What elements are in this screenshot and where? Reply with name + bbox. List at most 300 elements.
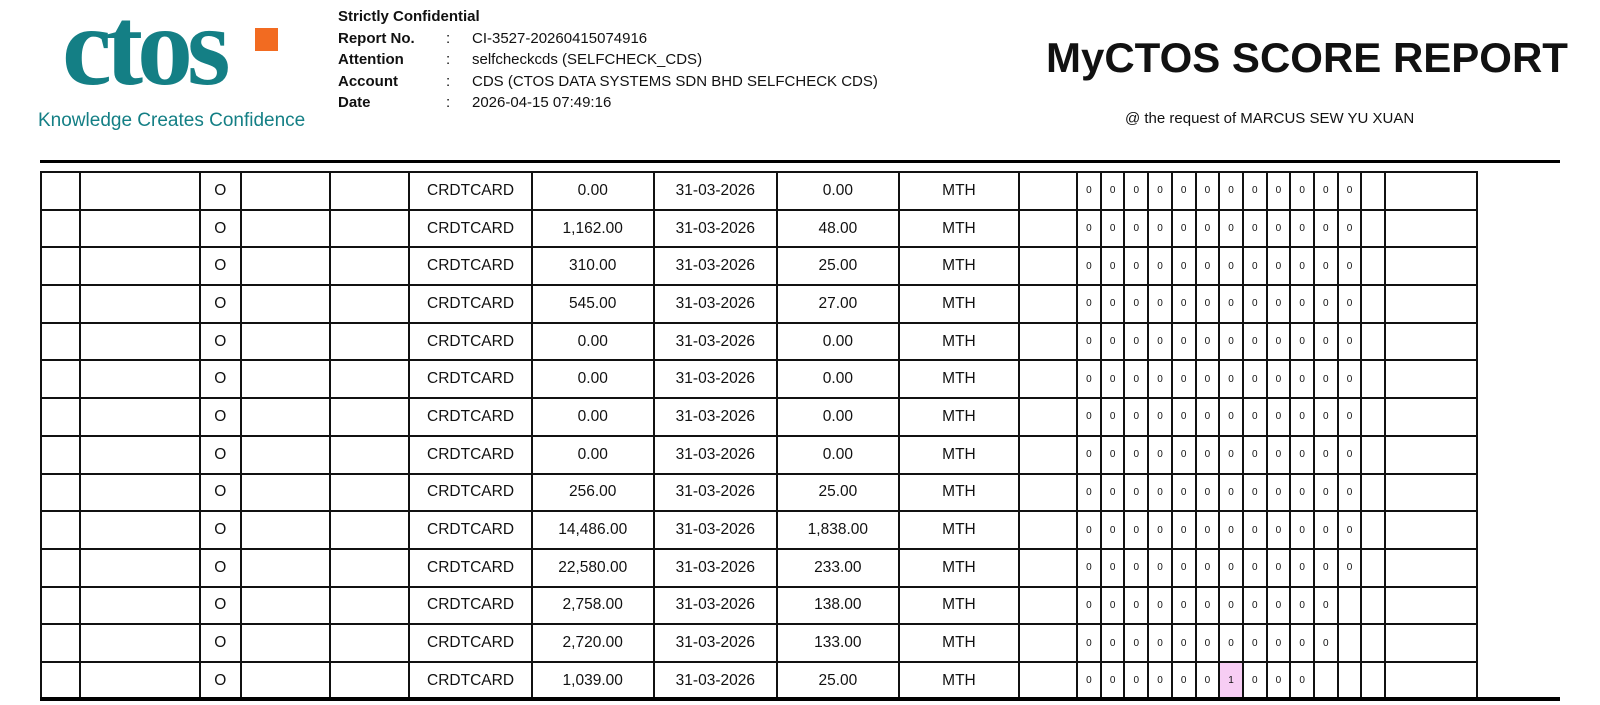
cell-blank bbox=[1361, 172, 1385, 210]
cell-month-conduct: 0 bbox=[1290, 172, 1314, 210]
cell-blank bbox=[1019, 210, 1077, 248]
cell-blank bbox=[1019, 587, 1077, 625]
cell-month-conduct: 0 bbox=[1196, 474, 1220, 512]
cell-month-conduct: 0 bbox=[1243, 247, 1267, 285]
cell-month-conduct: 0 bbox=[1124, 436, 1148, 474]
cell-frequency: MTH bbox=[899, 436, 1019, 474]
cell-status: O bbox=[200, 210, 240, 248]
cell-blank bbox=[241, 587, 330, 625]
cell-blank bbox=[1361, 587, 1385, 625]
cell-month-conduct: 0 bbox=[1148, 360, 1172, 398]
cell-month-conduct: 0 bbox=[1172, 323, 1196, 361]
cell-no bbox=[41, 624, 80, 662]
cell-facility: CRDTCARD bbox=[409, 323, 531, 361]
cell-month-conduct: 0 bbox=[1267, 624, 1291, 662]
cell-month-conduct: 0 bbox=[1290, 285, 1314, 323]
cell-month-conduct: 0 bbox=[1219, 285, 1243, 323]
cell-frequency: MTH bbox=[899, 323, 1019, 361]
cell-status: O bbox=[200, 398, 240, 436]
cell-month-conduct: 0 bbox=[1077, 587, 1101, 625]
cell-month-conduct: 0 bbox=[1243, 549, 1267, 587]
cell-month-conduct: 0 bbox=[1101, 247, 1125, 285]
cell-month-conduct: 0 bbox=[1148, 624, 1172, 662]
cell-month-conduct: 0 bbox=[1172, 247, 1196, 285]
cell-month-conduct: 0 bbox=[1243, 210, 1267, 248]
cell-blank bbox=[330, 436, 410, 474]
cell-outstanding: 2,720.00 bbox=[532, 624, 654, 662]
cell-month-conduct: 0 bbox=[1101, 662, 1125, 700]
cell-frequency: MTH bbox=[899, 172, 1019, 210]
cell-month-conduct: 0 bbox=[1290, 247, 1314, 285]
cell-month-conduct: 0 bbox=[1077, 210, 1101, 248]
cell-month-conduct: 1 bbox=[1219, 662, 1243, 700]
cell-month-conduct: 0 bbox=[1219, 549, 1243, 587]
cell-date: 31-03-2026 bbox=[654, 210, 777, 248]
meta-label: Report No. bbox=[338, 29, 415, 47]
meta-value: 2026-04-15 07:49:16 bbox=[472, 94, 612, 111]
cell-status: O bbox=[200, 549, 240, 587]
cell-month-conduct: 0 bbox=[1172, 285, 1196, 323]
cell-no bbox=[41, 210, 80, 248]
cell-month-conduct: 0 bbox=[1338, 398, 1362, 436]
cell-no bbox=[41, 172, 80, 210]
cell-month-conduct: 0 bbox=[1267, 436, 1291, 474]
cell-date: 31-03-2026 bbox=[654, 662, 777, 700]
cell-month-conduct: 0 bbox=[1148, 511, 1172, 549]
cell-month-conduct: 0 bbox=[1124, 172, 1148, 210]
cell-installment: 27.00 bbox=[777, 285, 899, 323]
cell-month-conduct: 0 bbox=[1172, 172, 1196, 210]
cell-status: O bbox=[200, 247, 240, 285]
cell-month-conduct: 0 bbox=[1124, 247, 1148, 285]
cell-blank bbox=[80, 398, 200, 436]
cell-month-conduct bbox=[1338, 662, 1362, 700]
cell-month-conduct: 0 bbox=[1314, 398, 1338, 436]
cell-month-conduct: 0 bbox=[1196, 323, 1220, 361]
cell-month-conduct: 0 bbox=[1314, 172, 1338, 210]
cell-month-conduct: 0 bbox=[1124, 323, 1148, 361]
cell-blank bbox=[1385, 474, 1477, 512]
cell-month-conduct: 0 bbox=[1124, 662, 1148, 700]
cell-blank bbox=[330, 474, 410, 512]
cell-frequency: MTH bbox=[899, 511, 1019, 549]
cell-blank bbox=[330, 360, 410, 398]
cell-date: 31-03-2026 bbox=[654, 436, 777, 474]
cell-facility: CRDTCARD bbox=[409, 511, 531, 549]
cell-blank bbox=[1019, 624, 1077, 662]
cell-blank bbox=[241, 511, 330, 549]
cell-outstanding: 0.00 bbox=[532, 436, 654, 474]
cell-month-conduct: 0 bbox=[1267, 549, 1291, 587]
cell-installment: 48.00 bbox=[777, 210, 899, 248]
cell-no bbox=[41, 511, 80, 549]
cell-month-conduct: 0 bbox=[1267, 398, 1291, 436]
cell-date: 31-03-2026 bbox=[654, 511, 777, 549]
cell-month-conduct: 0 bbox=[1338, 172, 1362, 210]
cell-month-conduct: 0 bbox=[1148, 398, 1172, 436]
cell-blank bbox=[1019, 360, 1077, 398]
cell-blank bbox=[1361, 549, 1385, 587]
cell-blank bbox=[1019, 285, 1077, 323]
cell-month-conduct: 0 bbox=[1124, 285, 1148, 323]
cell-month-conduct: 0 bbox=[1290, 398, 1314, 436]
cell-blank bbox=[1019, 436, 1077, 474]
cell-month-conduct: 0 bbox=[1101, 436, 1125, 474]
cell-month-conduct: 0 bbox=[1124, 587, 1148, 625]
cell-month-conduct: 0 bbox=[1196, 285, 1220, 323]
cell-month-conduct: 0 bbox=[1338, 436, 1362, 474]
cell-installment: 0.00 bbox=[777, 323, 899, 361]
cell-month-conduct bbox=[1314, 662, 1338, 700]
cell-no bbox=[41, 360, 80, 398]
cell-no bbox=[41, 549, 80, 587]
cell-month-conduct: 0 bbox=[1290, 624, 1314, 662]
cell-status: O bbox=[200, 662, 240, 700]
cell-month-conduct: 0 bbox=[1290, 474, 1314, 512]
cell-installment: 0.00 bbox=[777, 360, 899, 398]
cell-blank bbox=[1361, 511, 1385, 549]
table-row bbox=[41, 587, 1599, 625]
cell-frequency: MTH bbox=[899, 549, 1019, 587]
cell-month-conduct: 0 bbox=[1172, 511, 1196, 549]
cell-blank bbox=[330, 398, 410, 436]
cell-blank bbox=[241, 624, 330, 662]
cell-outstanding: 0.00 bbox=[532, 172, 654, 210]
meta-label: Attention bbox=[338, 51, 404, 68]
logo-text: ctos bbox=[62, 4, 225, 94]
cell-month-conduct: 0 bbox=[1219, 587, 1243, 625]
cell-installment: 138.00 bbox=[777, 587, 899, 625]
cell-blank bbox=[330, 662, 410, 700]
table-bottom-border bbox=[40, 697, 1560, 701]
cell-month-conduct: 0 bbox=[1243, 511, 1267, 549]
cell-month-conduct: 0 bbox=[1219, 511, 1243, 549]
cell-month-conduct: 0 bbox=[1267, 511, 1291, 549]
meta-colon: : bbox=[446, 72, 451, 90]
table-row bbox=[41, 210, 1599, 248]
cell-month-conduct: 0 bbox=[1124, 624, 1148, 662]
cell-blank bbox=[241, 247, 330, 285]
cell-month-conduct: 0 bbox=[1196, 172, 1220, 210]
cell-installment: 25.00 bbox=[777, 247, 899, 285]
meta-value: CI-3527-20260415074916 bbox=[472, 29, 648, 47]
cell-month-conduct: 0 bbox=[1219, 247, 1243, 285]
cell-month-conduct: 0 bbox=[1290, 511, 1314, 549]
cell-month-conduct: 0 bbox=[1338, 511, 1362, 549]
table-row bbox=[41, 360, 1599, 398]
cell-blank bbox=[241, 436, 330, 474]
cell-month-conduct: 0 bbox=[1267, 360, 1291, 398]
cell-installment: 0.00 bbox=[777, 172, 899, 210]
meta-row bbox=[338, 28, 878, 50]
cell-month-conduct: 0 bbox=[1148, 247, 1172, 285]
ctos-logo bbox=[38, 4, 318, 134]
cell-month-conduct: 0 bbox=[1243, 172, 1267, 210]
cell-month-conduct: 0 bbox=[1219, 436, 1243, 474]
cell-month-conduct: 0 bbox=[1267, 285, 1291, 323]
cell-month-conduct: 0 bbox=[1219, 210, 1243, 248]
cell-month-conduct: 0 bbox=[1243, 624, 1267, 662]
cell-month-conduct: 0 bbox=[1196, 587, 1220, 625]
cell-blank bbox=[1385, 172, 1477, 210]
cell-month-conduct: 0 bbox=[1172, 360, 1196, 398]
cell-blank bbox=[330, 624, 410, 662]
cell-no bbox=[41, 398, 80, 436]
cell-blank bbox=[1385, 398, 1477, 436]
cell-blank bbox=[80, 436, 200, 474]
cell-date: 31-03-2026 bbox=[654, 587, 777, 625]
cell-blank bbox=[1019, 511, 1077, 549]
cell-month-conduct: 0 bbox=[1172, 624, 1196, 662]
cell-month-conduct: 0 bbox=[1243, 662, 1267, 700]
cell-month-conduct: 0 bbox=[1148, 172, 1172, 210]
cell-month-conduct: 0 bbox=[1124, 210, 1148, 248]
cell-month-conduct: 0 bbox=[1267, 172, 1291, 210]
cell-month-conduct: 0 bbox=[1314, 474, 1338, 512]
cell-month-conduct: 0 bbox=[1077, 549, 1101, 587]
cell-blank bbox=[241, 323, 330, 361]
cell-blank bbox=[1385, 549, 1477, 587]
meta-value: CDS (CTOS DATA SYSTEMS SDN BHD SELFCHECK CDS) bbox=[472, 72, 878, 90]
cell-month-conduct: 0 bbox=[1290, 662, 1314, 700]
cell-no bbox=[41, 247, 80, 285]
cell-facility: CRDTCARD bbox=[409, 587, 531, 625]
cell-blank bbox=[1385, 360, 1477, 398]
cell-blank bbox=[1361, 398, 1385, 436]
cell-month-conduct: 0 bbox=[1243, 474, 1267, 512]
table-row bbox=[41, 549, 1599, 587]
cell-frequency: MTH bbox=[899, 587, 1019, 625]
cell-blank bbox=[1385, 323, 1477, 361]
cell-outstanding: 22,580.00 bbox=[532, 549, 654, 587]
cell-blank bbox=[1385, 624, 1477, 662]
cell-month-conduct: 0 bbox=[1172, 549, 1196, 587]
cell-month-conduct: 0 bbox=[1314, 210, 1338, 248]
facility-table-wrap bbox=[40, 171, 1600, 701]
cell-month-conduct: 0 bbox=[1267, 587, 1291, 625]
cell-blank bbox=[1361, 360, 1385, 398]
cell-outstanding: 256.00 bbox=[532, 474, 654, 512]
cell-month-conduct: 0 bbox=[1101, 172, 1125, 210]
cell-month-conduct: 0 bbox=[1196, 511, 1220, 549]
meta-label: Account bbox=[338, 72, 398, 90]
cell-blank bbox=[80, 247, 200, 285]
cell-month-conduct: 0 bbox=[1101, 624, 1125, 662]
cell-month-conduct: 0 bbox=[1077, 323, 1101, 361]
cell-blank bbox=[80, 587, 200, 625]
table-row bbox=[41, 511, 1599, 549]
table-row bbox=[41, 398, 1599, 436]
cell-month-conduct: 0 bbox=[1314, 360, 1338, 398]
cell-month-conduct: 0 bbox=[1077, 398, 1101, 436]
cell-date: 31-03-2026 bbox=[654, 624, 777, 662]
cell-blank bbox=[330, 247, 410, 285]
cell-facility: CRDTCARD bbox=[409, 360, 531, 398]
cell-outstanding: 0.00 bbox=[532, 398, 654, 436]
cell-month-conduct: 0 bbox=[1196, 247, 1220, 285]
cell-outstanding: 1,039.00 bbox=[532, 662, 654, 700]
cell-month-conduct: 0 bbox=[1290, 323, 1314, 361]
cell-month-conduct: 0 bbox=[1196, 360, 1220, 398]
cell-blank bbox=[1019, 247, 1077, 285]
cell-date: 31-03-2026 bbox=[654, 323, 777, 361]
cell-frequency: MTH bbox=[899, 247, 1019, 285]
cell-blank bbox=[1361, 323, 1385, 361]
meta-row bbox=[338, 92, 878, 114]
cell-month-conduct: 0 bbox=[1314, 285, 1338, 323]
table-row bbox=[41, 624, 1599, 662]
cell-month-conduct: 0 bbox=[1172, 398, 1196, 436]
cell-month-conduct: 0 bbox=[1148, 285, 1172, 323]
cell-month-conduct: 0 bbox=[1314, 247, 1338, 285]
cell-blank bbox=[241, 474, 330, 512]
cell-installment: 25.00 bbox=[777, 474, 899, 512]
cell-facility: CRDTCARD bbox=[409, 436, 531, 474]
cell-frequency: MTH bbox=[899, 474, 1019, 512]
table-row bbox=[41, 474, 1599, 512]
cell-status: O bbox=[200, 285, 240, 323]
cell-status: O bbox=[200, 587, 240, 625]
cell-month-conduct: 0 bbox=[1290, 436, 1314, 474]
meta-row bbox=[338, 71, 878, 93]
cell-month-conduct: 0 bbox=[1267, 474, 1291, 512]
cell-date: 31-03-2026 bbox=[654, 549, 777, 587]
cell-month-conduct: 0 bbox=[1101, 323, 1125, 361]
cell-outstanding: 2,758.00 bbox=[532, 587, 654, 625]
cell-blank bbox=[330, 210, 410, 248]
table-row bbox=[41, 323, 1599, 361]
cell-blank bbox=[241, 285, 330, 323]
cell-frequency: MTH bbox=[899, 624, 1019, 662]
cell-month-conduct: 0 bbox=[1172, 662, 1196, 700]
request-by: @ the request of MARCUS SEW YU XUAN bbox=[1125, 110, 1415, 127]
cell-blank bbox=[1019, 474, 1077, 512]
cell-month-conduct: 0 bbox=[1196, 549, 1220, 587]
cell-month-conduct: 0 bbox=[1101, 549, 1125, 587]
cell-blank bbox=[80, 474, 200, 512]
cell-month-conduct: 0 bbox=[1314, 436, 1338, 474]
cell-month-conduct: 0 bbox=[1148, 549, 1172, 587]
cell-month-conduct: 0 bbox=[1124, 398, 1148, 436]
cell-month-conduct: 0 bbox=[1219, 398, 1243, 436]
cell-blank bbox=[1385, 210, 1477, 248]
cell-frequency: MTH bbox=[899, 360, 1019, 398]
cell-month-conduct: 0 bbox=[1290, 549, 1314, 587]
table-row bbox=[41, 247, 1599, 285]
cell-outstanding: 0.00 bbox=[532, 323, 654, 361]
cell-facility: CRDTCARD bbox=[409, 172, 531, 210]
cell-blank bbox=[80, 549, 200, 587]
cell-no bbox=[41, 436, 80, 474]
cell-month-conduct: 0 bbox=[1101, 360, 1125, 398]
cell-blank bbox=[80, 172, 200, 210]
report-meta bbox=[338, 6, 878, 114]
cell-blank bbox=[330, 587, 410, 625]
cell-month-conduct: 0 bbox=[1077, 511, 1101, 549]
cell-outstanding: 1,162.00 bbox=[532, 210, 654, 248]
table-row bbox=[41, 172, 1599, 210]
cell-date: 31-03-2026 bbox=[654, 285, 777, 323]
cell-month-conduct: 0 bbox=[1338, 549, 1362, 587]
cell-blank bbox=[330, 323, 410, 361]
cell-frequency: MTH bbox=[899, 398, 1019, 436]
cell-frequency: MTH bbox=[899, 662, 1019, 700]
cell-blank bbox=[80, 210, 200, 248]
cell-blank bbox=[1385, 662, 1477, 700]
report-title: MyCTOS SCORE REPORT bbox=[1046, 34, 1568, 81]
cell-month-conduct: 0 bbox=[1267, 247, 1291, 285]
cell-blank bbox=[80, 624, 200, 662]
cell-month-conduct bbox=[1338, 587, 1362, 625]
meta-colon: : bbox=[446, 51, 451, 68]
cell-no bbox=[41, 587, 80, 625]
cell-date: 31-03-2026 bbox=[654, 360, 777, 398]
cell-month-conduct: 0 bbox=[1314, 549, 1338, 587]
cell-facility: CRDTCARD bbox=[409, 624, 531, 662]
cell-month-conduct: 0 bbox=[1101, 511, 1125, 549]
cell-month-conduct: 0 bbox=[1314, 323, 1338, 361]
cell-month-conduct: 0 bbox=[1101, 285, 1125, 323]
cell-date: 31-03-2026 bbox=[654, 398, 777, 436]
cell-month-conduct: 0 bbox=[1148, 662, 1172, 700]
cell-blank bbox=[330, 172, 410, 210]
confidential-label: Strictly Confidential bbox=[338, 8, 480, 25]
cell-blank bbox=[241, 210, 330, 248]
cell-month-conduct: 0 bbox=[1338, 285, 1362, 323]
cell-facility: CRDTCARD bbox=[409, 398, 531, 436]
cell-blank bbox=[1019, 549, 1077, 587]
cell-month-conduct: 0 bbox=[1077, 247, 1101, 285]
cell-outstanding: 310.00 bbox=[532, 247, 654, 285]
cell-status: O bbox=[200, 360, 240, 398]
cell-date: 31-03-2026 bbox=[654, 172, 777, 210]
cell-month-conduct: 0 bbox=[1338, 360, 1362, 398]
meta-label: Date bbox=[338, 94, 371, 111]
cell-blank bbox=[80, 662, 200, 700]
cell-blank bbox=[80, 511, 200, 549]
cell-month-conduct: 0 bbox=[1124, 474, 1148, 512]
cell-month-conduct: 0 bbox=[1338, 323, 1362, 361]
cell-blank bbox=[330, 549, 410, 587]
cell-month-conduct: 0 bbox=[1101, 210, 1125, 248]
cell-blank bbox=[1361, 247, 1385, 285]
cell-facility: CRDTCARD bbox=[409, 210, 531, 248]
cell-blank bbox=[330, 511, 410, 549]
cell-installment: 0.00 bbox=[777, 398, 899, 436]
cell-month-conduct: 0 bbox=[1243, 398, 1267, 436]
cell-outstanding: 14,486.00 bbox=[532, 511, 654, 549]
cell-blank bbox=[241, 549, 330, 587]
cell-month-conduct: 0 bbox=[1219, 323, 1243, 361]
cell-month-conduct: 0 bbox=[1077, 172, 1101, 210]
cell-no bbox=[41, 662, 80, 700]
cell-month-conduct: 0 bbox=[1219, 474, 1243, 512]
cell-month-conduct bbox=[1338, 624, 1362, 662]
cell-blank bbox=[1385, 285, 1477, 323]
cell-no bbox=[41, 323, 80, 361]
cell-month-conduct: 0 bbox=[1077, 360, 1101, 398]
cell-facility: CRDTCARD bbox=[409, 662, 531, 700]
cell-month-conduct: 0 bbox=[1172, 474, 1196, 512]
cell-blank bbox=[241, 172, 330, 210]
cell-month-conduct: 0 bbox=[1290, 210, 1314, 248]
cell-blank bbox=[1361, 436, 1385, 474]
meta-colon: : bbox=[446, 94, 451, 111]
cell-month-conduct: 0 bbox=[1077, 474, 1101, 512]
cell-blank bbox=[80, 360, 200, 398]
cell-blank bbox=[1385, 511, 1477, 549]
cell-installment: 25.00 bbox=[777, 662, 899, 700]
